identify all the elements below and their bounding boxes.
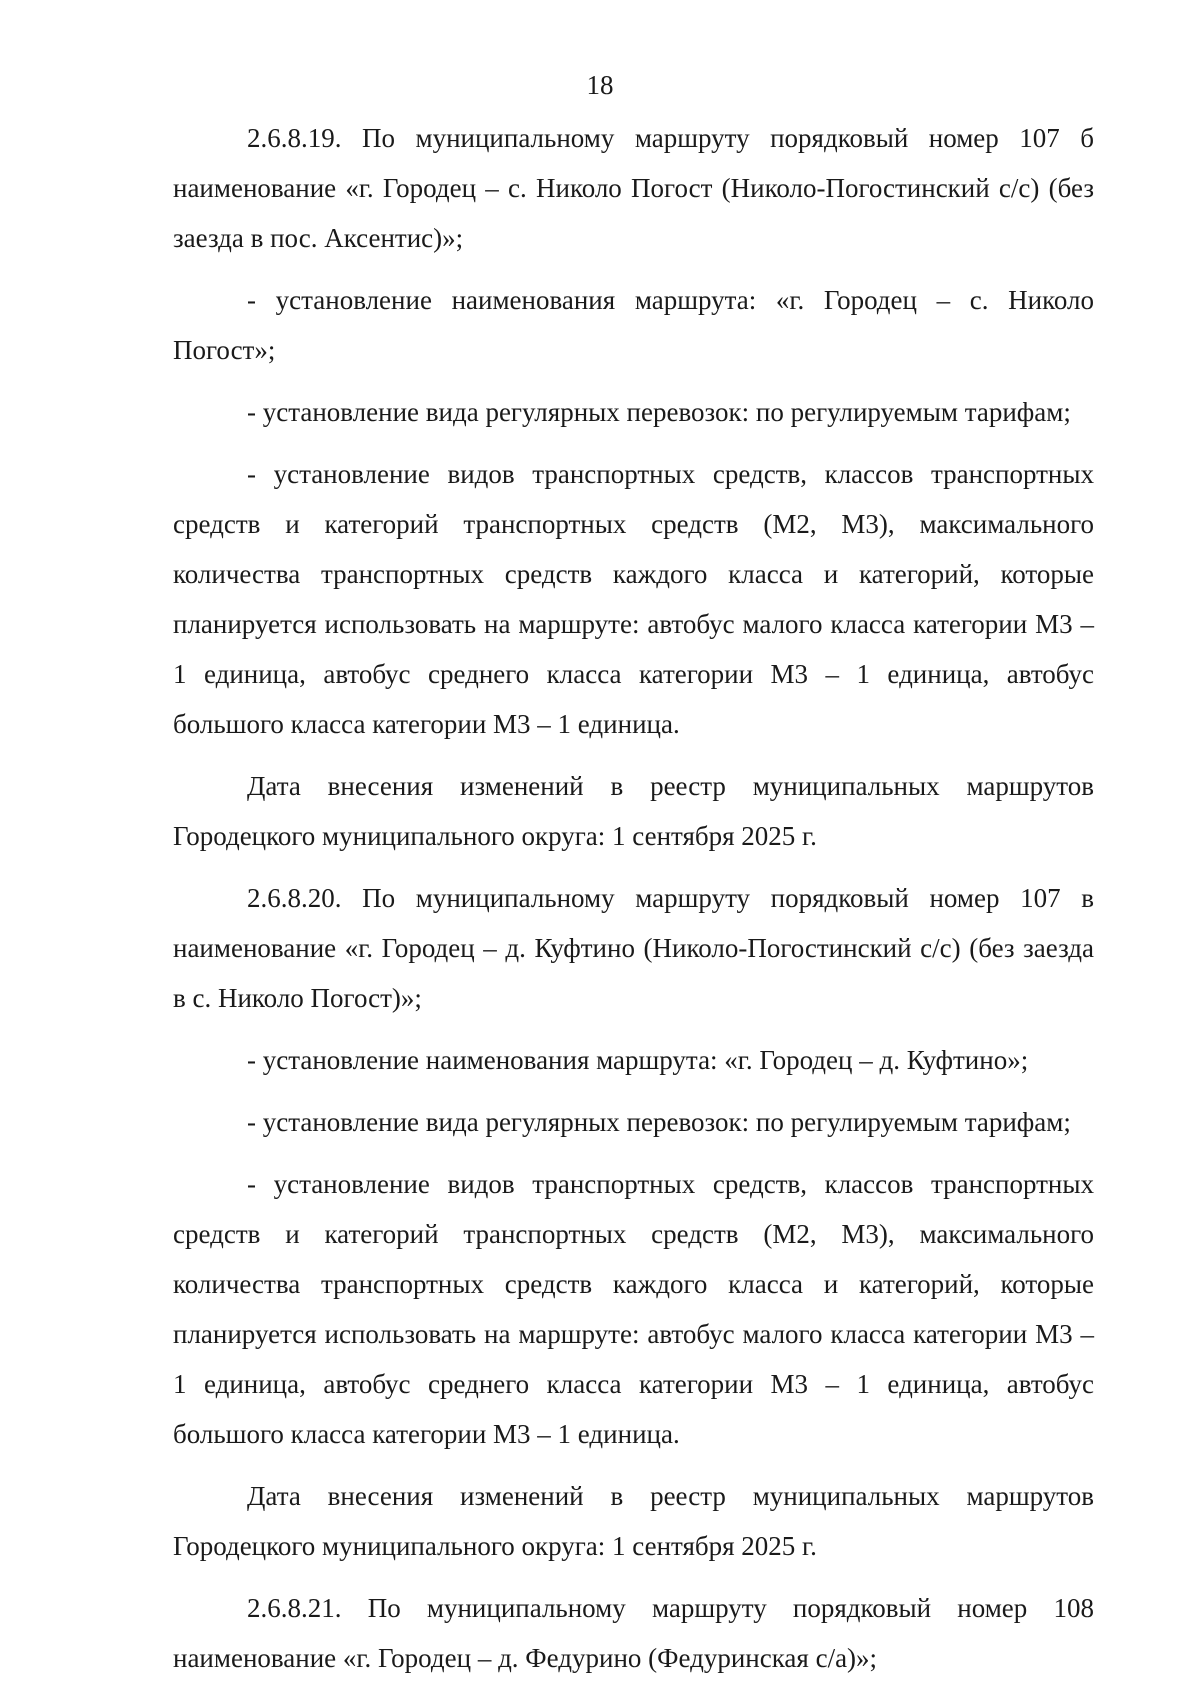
paragraph-route-107v-transport-type: - установление вида регулярных перевозок: по регулируемым тарифам; bbox=[247, 1107, 1071, 1137]
paragraph-route-108-heading: 2.6.8.21. По муниципальному маршруту порядковый номер 108 наименование «г. Городец – д. Федурино (Федуринская с/а)»; bbox=[173, 1593, 1094, 1673]
paragraph-route-107v-date: Дата внесения изменений в реестр муниципальных маршрутов Городецкого муниципального округа: 1 сентября 2025 г. bbox=[173, 1481, 1094, 1561]
paragraph-route-107b-vehicles: - установление видов транспортных средств, классов транспортных средств и категорий транспортных средств (М2, М3), максимального количества транспортных средств каждого класса и категорий, которые планируется использовать на маршруте: автобус малого класса категории М3 – 1 единица, автобус среднего класса категории М3 – 1 единица, автобус большого класса категории М3 – 1 единица. bbox=[173, 459, 1094, 739]
page-number: 18 bbox=[586, 70, 614, 100]
paragraph-route-107b-heading: 2.6.8.19. По муниципальному маршруту порядковый номер 107 б наименование «г. Городец – с. Николо Погост (Николо-Погостинский с/с) (без заезда в пос. Аксентис)»; bbox=[173, 123, 1094, 253]
paragraph-route-107v-name: - установление наименования маршрута: «г. Городец – д. Куфтино»; bbox=[247, 1045, 1029, 1075]
paragraph-route-107b-transport-type: - установление вида регулярных перевозок: по регулируемым тарифам; bbox=[247, 397, 1071, 427]
paragraph-route-107b-name: - установление наименования маршрута: «г. Городец – с. Николо Погост»; bbox=[173, 285, 1094, 365]
paragraph-route-107v-heading: 2.6.8.20. По муниципальному маршруту порядковый номер 107 в наименование «г. Городец – д. Куфтино (Николо-Погостинский с/с) (без заезда в с. Николо Погост)»; bbox=[173, 883, 1094, 1013]
paragraph-route-107v-vehicles: - установление видов транспортных средств, классов транспортных средств и категорий транспортных средств (М2, М3), максимального количества транспортных средств каждого класса и категорий, которые планируется использовать на маршруте: автобус малого класса категории М3 – 1 единица, автобус среднего класса категории М3 – 1 единица, автобус большого класса категории М3 – 1 единица. bbox=[173, 1169, 1094, 1449]
paragraph-route-107b-date: Дата внесения изменений в реестр муниципальных маршрутов Городецкого муниципального округа: 1 сентября 2025 г. bbox=[173, 771, 1094, 851]
document-body bbox=[173, 113, 1094, 1695]
